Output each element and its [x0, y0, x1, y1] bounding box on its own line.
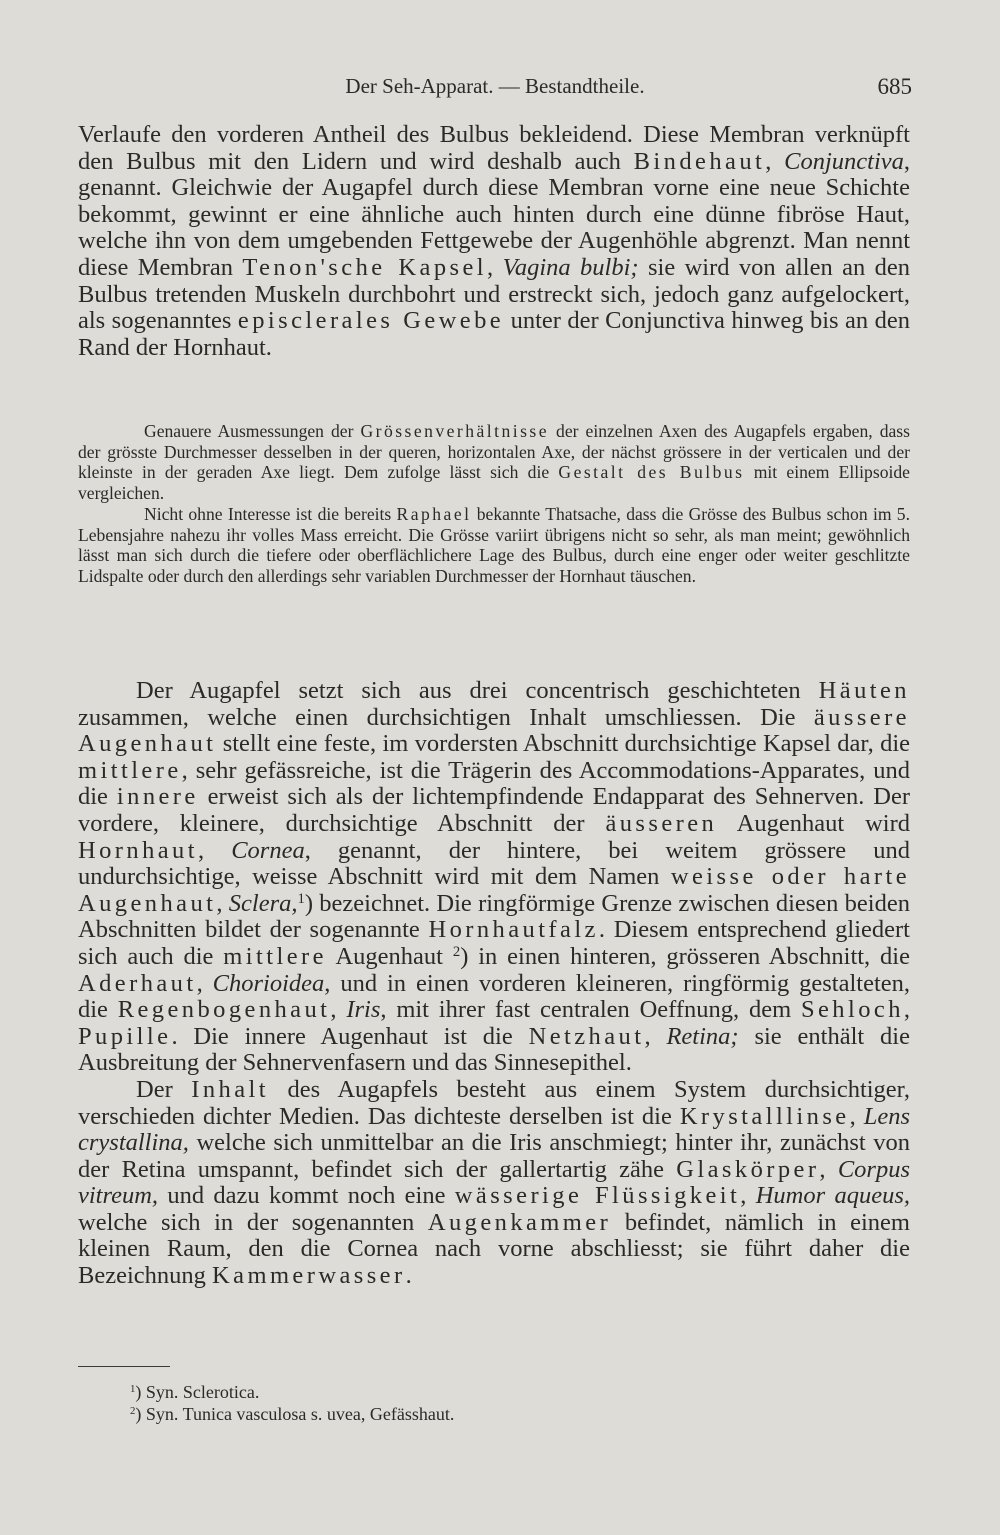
text-run: und dazu kommt noch eine — [158, 1182, 455, 1210]
term-groessenverhaeltnisse: Grössenverhältnisse — [360, 421, 549, 441]
paragraph — [78, 1077, 910, 1290]
footnote-1 — [130, 1381, 730, 1403]
term-humor-aqueus: Humor aqueus, — [755, 1182, 910, 1210]
text-run: , mit ihrer fast centralen Oeffnung, dem — [380, 996, 801, 1024]
term-cornea: Cornea — [231, 836, 305, 864]
small-print-block — [78, 421, 910, 587]
term-sclera: Sclera, — [228, 889, 298, 917]
term-vagina-bulbi: Vagina bulbi; — [502, 253, 639, 281]
text-run: Nicht ohne Interesse ist die bereits — [144, 503, 397, 524]
text-run: , — [197, 836, 232, 864]
paragraph-continuation — [78, 122, 910, 361]
text-run: . Die innere Augenhaut ist die — [171, 1022, 529, 1050]
footnote-mark: 1 — [130, 1383, 136, 1396]
text-run: unter der Conjunctiva hinweg bis an den Rand der Hornhaut. — [78, 307, 910, 361]
text-run: stellt eine feste, im vordersten Abschnitt durchsichtige Kapsel dar, die — [216, 730, 910, 758]
text-run: der einzelnen Axen des Augapfels ergaben, dass der grösste Durchmesser desselben in der queren, horizontalen Axe, der nächst grössere in der verticalen und der kleinste in der geraden Axe liegt. Dem zufolge lässt sich die — [78, 421, 910, 483]
footnote-2 — [130, 1403, 730, 1425]
footnote-text: ) Syn. Sclerotica. — [135, 1382, 260, 1402]
term-hornhaut: Hornhaut — [78, 836, 198, 864]
term-tenon-kapsel: Tenon'sche Kapsel — [242, 253, 488, 281]
term-haeuten: Häuten — [818, 677, 910, 704]
text-run: Genauere Ausmessungen der — [144, 421, 361, 441]
text-run: Augenhaut wird — [717, 809, 910, 837]
main-section — [78, 678, 910, 1290]
footnote-ref-2[interactable]: 2 — [452, 943, 461, 960]
text-run: , — [330, 996, 347, 1024]
footnote-mark: 2 — [130, 1405, 136, 1418]
text-run: ) in einen hinteren, grösseren Abschnitt, die — [460, 942, 910, 970]
term-gestalt-des-bulbus: Gestalt des Bulbus — [558, 462, 745, 483]
text-run: , — [903, 996, 911, 1024]
text-run: erweist sich als der lichtempfindende Endapparat des Sehnerven. Der vordere, kleinere, durchsichtige Abschnitt der — [78, 783, 911, 837]
text-run: Der Augapfel setzt sich aus drei concentrisch geschichteten — [136, 677, 819, 704]
term-episclerales-gewebe: episclerales Gewebe — [237, 307, 505, 335]
text-run: . — [405, 1262, 412, 1290]
text-run: des Augapfels besteht aus einem System durchsichtiger, verschieden dichter Medien. Das dichteste derselben ist die — [78, 1075, 910, 1130]
text-run: welche sich unmittelbar an die Iris anschmiegt; hinter ihr, zunächst von der Retina umspannt, befindet sich der gallertartig zähe — [78, 1129, 910, 1183]
text-run: , und in einen vorderen kleineren, ringförmig gestalteten, die — [78, 969, 911, 1024]
paragraph — [78, 678, 910, 1077]
text-run: , — [765, 147, 785, 175]
term-sehloch: Sehloch — [800, 996, 904, 1024]
footnotes — [130, 1381, 730, 1425]
term-innere: innere — [116, 783, 199, 811]
text-run: sie wird von allen an den Bulbus tretenden Muskeln durchbohrt und erstreckt sich, jedoch ganz aufgelockert, als sogenanntes — [78, 253, 911, 335]
text-run: , — [196, 969, 213, 997]
term-waesserige-fluessigkeit: wässerige Flüssigkeit — [454, 1182, 741, 1210]
footnote-divider — [78, 1366, 170, 1367]
text-run: Der — [136, 1075, 192, 1103]
term-kammerwasser: Kammerwasser — [212, 1262, 406, 1290]
term-mittlere: mittlere — [78, 756, 182, 784]
text-run: sie enthält die Ausbreitung der Sehnervenfasern und das Sinnesepithel. — [78, 1022, 910, 1077]
term-conjunctiva: Conjunctiva — [784, 147, 904, 175]
text-run: . Diesem entsprechend gliedert sich auch die — [78, 916, 910, 970]
name-raphael: Raphael — [396, 503, 472, 524]
text-run: , — [819, 1155, 838, 1183]
term-netzhaut: Netzhaut — [528, 1022, 645, 1050]
running-header — [78, 74, 912, 102]
text-run: , — [216, 889, 229, 917]
page-number: 685 — [877, 74, 912, 99]
term-corpus-vitreum: Corpus vitreum, — [78, 1155, 910, 1210]
footnote-ref-1[interactable]: 1 — [297, 890, 305, 907]
text-run: zusammen, welche einen durchsichtigen Inhalt umschliessen. Die — [78, 703, 814, 731]
term-retina: Retina; — [666, 1022, 739, 1050]
text-run: , — [644, 1022, 667, 1050]
term-krystalllinse: Krystalllinse — [679, 1102, 850, 1130]
term-hornhautfalz: Hornhautfalz — [428, 916, 599, 944]
term-pupille: Pupille — [78, 1022, 172, 1050]
text-run: welche sich in der sogenannten — [78, 1208, 428, 1236]
term-aeussere-augenhaut: äussere Augenhaut — [78, 703, 910, 758]
term-bindehaut: Bindehaut — [633, 147, 766, 175]
term-chorioidea: Chorioidea — [212, 969, 325, 997]
paragraph — [78, 122, 910, 361]
text-run: , — [487, 253, 503, 281]
text-run: mit einem Ellipsoide vergleichen. — [78, 462, 910, 504]
term-augenkammer: Augenkammer — [427, 1208, 612, 1236]
term-lens-crystallina: Lens crystallina, — [78, 1102, 910, 1157]
term-weisse-harte-augenhaut: weisse oder harte Augenhaut — [78, 863, 911, 917]
text-run: , genannt. Gleichwie der Augapfel durch diese Membran vorne eine neue Schichte bekommt, gewinnt er eine ähnliche auch hinten durch eine dünne fibröse Haut, welche ihn von dem umgebenden Fettgewebe der Augenhöhle abgrenzt. Man nennt diese Membran — [78, 147, 910, 281]
term-inhalt: Inhalt — [191, 1075, 269, 1103]
term-glaskoerper: Glaskörper — [676, 1155, 820, 1183]
term-regenbogenhaut: Regenbogenhaut — [117, 996, 331, 1024]
text-run: bekannte Thatsache, dass die Grösse des Bulbus schon im 5. Lebensjahre nahezu ihr volles Mass erreicht. Die Grösse variirt übrigens nicht so sehr, als man meint; gewöhnlich lässt man sich durch die tiefere oder oberflächlichere Lage des Bulbus, durch eine enger oder weiter geschlitzte Lidspalte oder durch den allerdings sehr variablen Durchmesser der Hornhaut täuschen. — [78, 503, 910, 586]
text-run: Verlaufe den vorderen Antheil des Bulbus bekleidend. Diese Membran verknüpft den Bulbus mit den Lidern und wird deshalb auch — [78, 121, 910, 175]
term-mittlere-2: mittlere — [223, 942, 327, 970]
term-aeusseren: äusseren — [605, 809, 718, 837]
term-iris: Iris — [346, 996, 381, 1024]
text-run: , — [740, 1182, 756, 1210]
text-run: , — [849, 1102, 864, 1130]
running-title: Der Seh-Apparat. — Bestandtheile. — [345, 74, 645, 98]
small-paragraph — [78, 421, 910, 504]
text-run: Augenhaut — [326, 942, 453, 970]
term-aderhaut: Aderhaut — [78, 969, 197, 997]
text-run: , genannt, der hintere, bei weitem grössere und undurchsichtige, weisse Abschnitt wird mit dem Namen — [78, 836, 910, 891]
text-run: befindet, nämlich in einem kleinen Raum, den die Cornea nach vorne abschliesst; sie führt daher die Bezeichnung — [78, 1208, 910, 1290]
text-run: ) bezeichnet. Die ringförmige Grenze zwischen diesen beiden Abschnitten bildet der sogenannte — [78, 889, 910, 944]
small-paragraph — [78, 504, 910, 587]
text-run: , sehr gefässreiche, ist die Trägerin des Accommodations-Apparates, und die — [78, 756, 910, 811]
footnote-text: ) Syn. Tunica vasculosa s. uvea, Gefässhaut. — [135, 1404, 455, 1424]
